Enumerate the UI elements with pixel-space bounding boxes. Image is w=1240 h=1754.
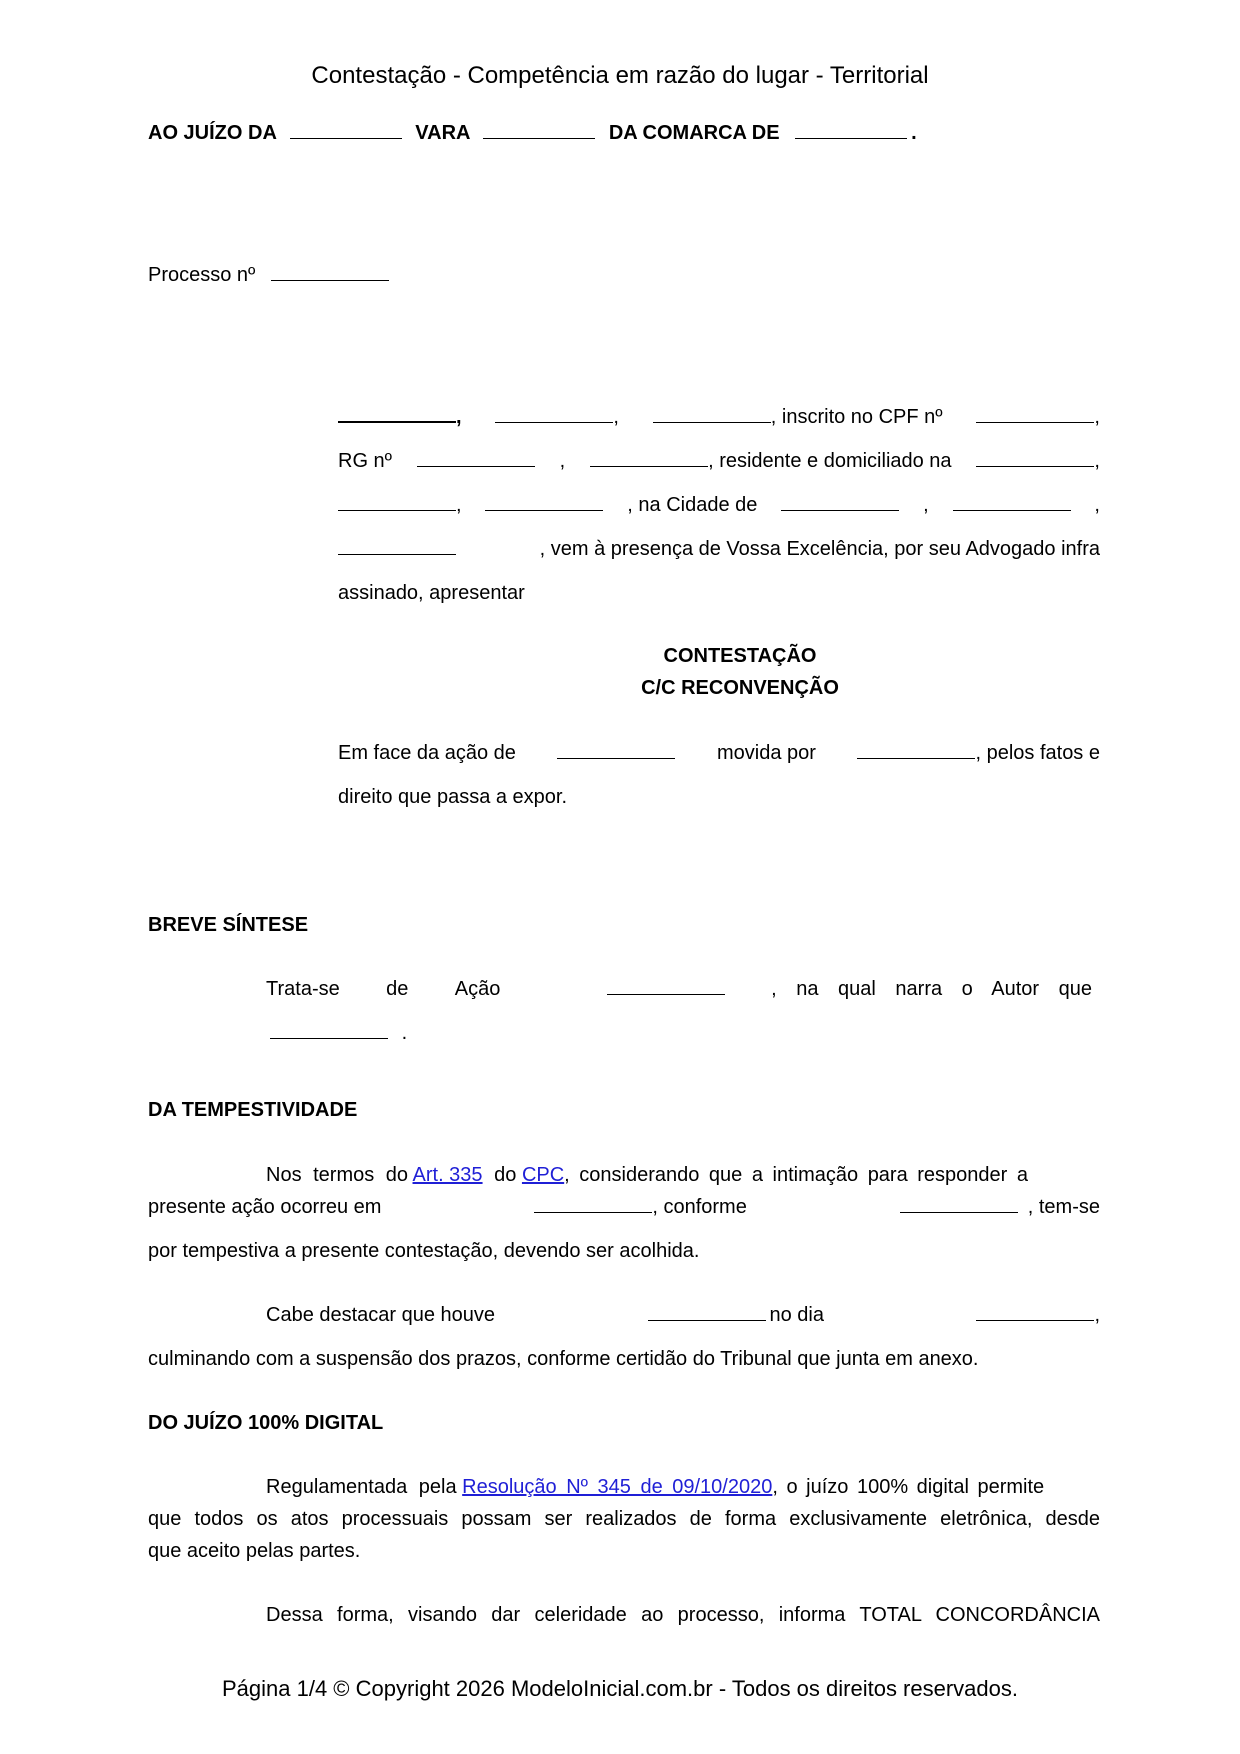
blank-rg <box>417 465 535 467</box>
comma: , <box>1094 494 1100 516</box>
comma: , <box>613 406 619 428</box>
sintese-word: Trata-se <box>266 978 340 1000</box>
blank-dia <box>976 1319 1094 1321</box>
blank-nacionalidade <box>495 421 613 423</box>
processo-label: Processo nº <box>148 264 256 286</box>
address-end: . <box>911 122 917 144</box>
intro-line-2: direito que passa a expor. <box>338 786 568 808</box>
suspensao-text: Cabe destacar que houve <box>266 1304 496 1326</box>
blank-acao <box>557 757 675 759</box>
tempestividade-text: , tem-se <box>1027 1196 1100 1218</box>
blank-autor <box>857 757 975 759</box>
rg-label: RG nº <box>338 450 392 472</box>
blank-bairro <box>485 509 603 511</box>
intro-text-2: movida por <box>716 742 816 764</box>
blank-evento <box>648 1319 766 1321</box>
sintese-word: Ação <box>454 978 501 1000</box>
sintese-line-1 <box>266 978 1092 1001</box>
blank-comarca <box>795 137 907 139</box>
heading-juizo-digital: DO JUÍZO 100% DIGITAL <box>148 1412 384 1434</box>
blank-cpf <box>976 421 1094 423</box>
digital-text: , o juízo 100% digital permite <box>772 1476 1045 1498</box>
blank-cidade <box>781 509 899 511</box>
blank-conforme <box>900 1211 1018 1213</box>
link-cpc[interactable]: CPC <box>521 1164 565 1186</box>
blank-nome <box>338 420 456 423</box>
blank-processo <box>271 279 389 281</box>
sintese-word: de <box>386 978 409 1000</box>
qualificacao-line-3 <box>338 494 1100 517</box>
document-title: Contestação - Competência em razão do lugar - Territorial <box>311 62 929 89</box>
heading-reconvencao: C/C RECONVENÇÃO <box>641 677 839 699</box>
tempestividade-text: Nos termos do <box>266 1164 409 1186</box>
period: . <box>401 1022 408 1044</box>
vem-presenca-text: , vem à presença de Vossa Excelência, por seu Advogado infra <box>539 538 1100 560</box>
blank-endereco <box>976 465 1094 467</box>
digital-line-4: Dessa forma, visando dar celeridade ao processo, informa TOTAL CONCORDÂNCIA <box>266 1604 1100 1626</box>
suspensao-line-2: culminando com a suspensão dos prazos, conforme certidão do Tribunal que junta em anexo. <box>148 1348 979 1370</box>
comma: , <box>456 406 462 428</box>
blank-numero <box>338 509 456 511</box>
digital-line-3: que aceito pelas partes. <box>148 1540 361 1562</box>
intro-text-3: , pelos fatos e <box>975 742 1100 764</box>
blank-vara-number <box>483 137 595 139</box>
residente-label: , residente e domiciliado na <box>708 450 952 472</box>
blank-data-intimacao <box>534 1211 652 1213</box>
apresentar-text: assinado, apresentar <box>338 582 525 604</box>
tempestividade-text: , conforme <box>652 1196 747 1218</box>
address-vara: VARA <box>415 122 470 144</box>
tempestividade-text: presente ação ocorreu em <box>148 1196 382 1218</box>
digital-line-2: que todos os atos processuais possam ser realizados de forma exclusivamente eletrônica, desde <box>148 1508 1100 1530</box>
comma: , <box>1094 406 1100 428</box>
link-resolucao-345[interactable]: Resolução Nº 345 de 09/10/2020 <box>462 1476 773 1498</box>
sintese-text: , na qual narra o Autor que <box>771 978 1092 1000</box>
comma: , <box>923 494 929 516</box>
link-art-335[interactable]: Art. 335 <box>412 1164 483 1186</box>
tempestividade-line-1 <box>266 1164 1100 1187</box>
qualificacao-line-4 <box>338 538 1100 561</box>
blank-estado <box>953 509 1071 511</box>
suspensao-line-1 <box>266 1304 1100 1327</box>
blank-orgao <box>590 465 708 467</box>
court-address <box>148 122 917 145</box>
intro-text-1: Em face da ação de <box>338 742 516 764</box>
address-comarca: DA COMARCA DE <box>608 122 780 144</box>
qualificacao-line-2 <box>338 450 1100 473</box>
digital-line-1 <box>266 1476 1100 1499</box>
blank-estado-civil <box>653 421 771 423</box>
comma: , <box>559 450 566 472</box>
tempestividade-text: , considerando que a intimação para responder a <box>564 1164 1029 1186</box>
blank-cep <box>338 553 456 555</box>
suspensao-text: no dia <box>769 1304 824 1326</box>
qualificacao-line-1 <box>338 406 1100 429</box>
comma: , <box>1094 1304 1100 1326</box>
sintese-line-2 <box>270 1022 407 1045</box>
heading-tempestividade: DA TEMPESTIVIDADE <box>148 1099 358 1121</box>
intro-line-1 <box>338 742 1100 765</box>
cpf-label: , inscrito no CPF nº <box>770 406 943 428</box>
blank-narrativa <box>270 1037 388 1039</box>
digital-text: Regulamentada pela <box>266 1476 457 1498</box>
cidade-label: , na Cidade de <box>627 494 758 516</box>
tempestividade-text: do <box>494 1164 517 1186</box>
tempestividade-line-2 <box>148 1196 1100 1219</box>
processo-line <box>148 264 389 287</box>
blank-vara <box>290 137 402 139</box>
comma: , <box>456 494 462 516</box>
tempestividade-line-3: por tempestiva a presente contestação, devendo ser acolhida. <box>148 1240 700 1262</box>
heading-contestacao: CONTESTAÇÃO <box>663 645 817 667</box>
page-footer: Página 1/4 © Copyright 2026 ModeloInicial.com.br - Todos os direitos reservados. <box>222 1676 1018 1701</box>
comma: , <box>1094 450 1100 472</box>
blank-tipo-acao <box>607 993 725 995</box>
heading-breve-sintese: BREVE SÍNTESE <box>148 914 309 936</box>
address-juizo: AO JUÍZO DA <box>148 122 277 144</box>
